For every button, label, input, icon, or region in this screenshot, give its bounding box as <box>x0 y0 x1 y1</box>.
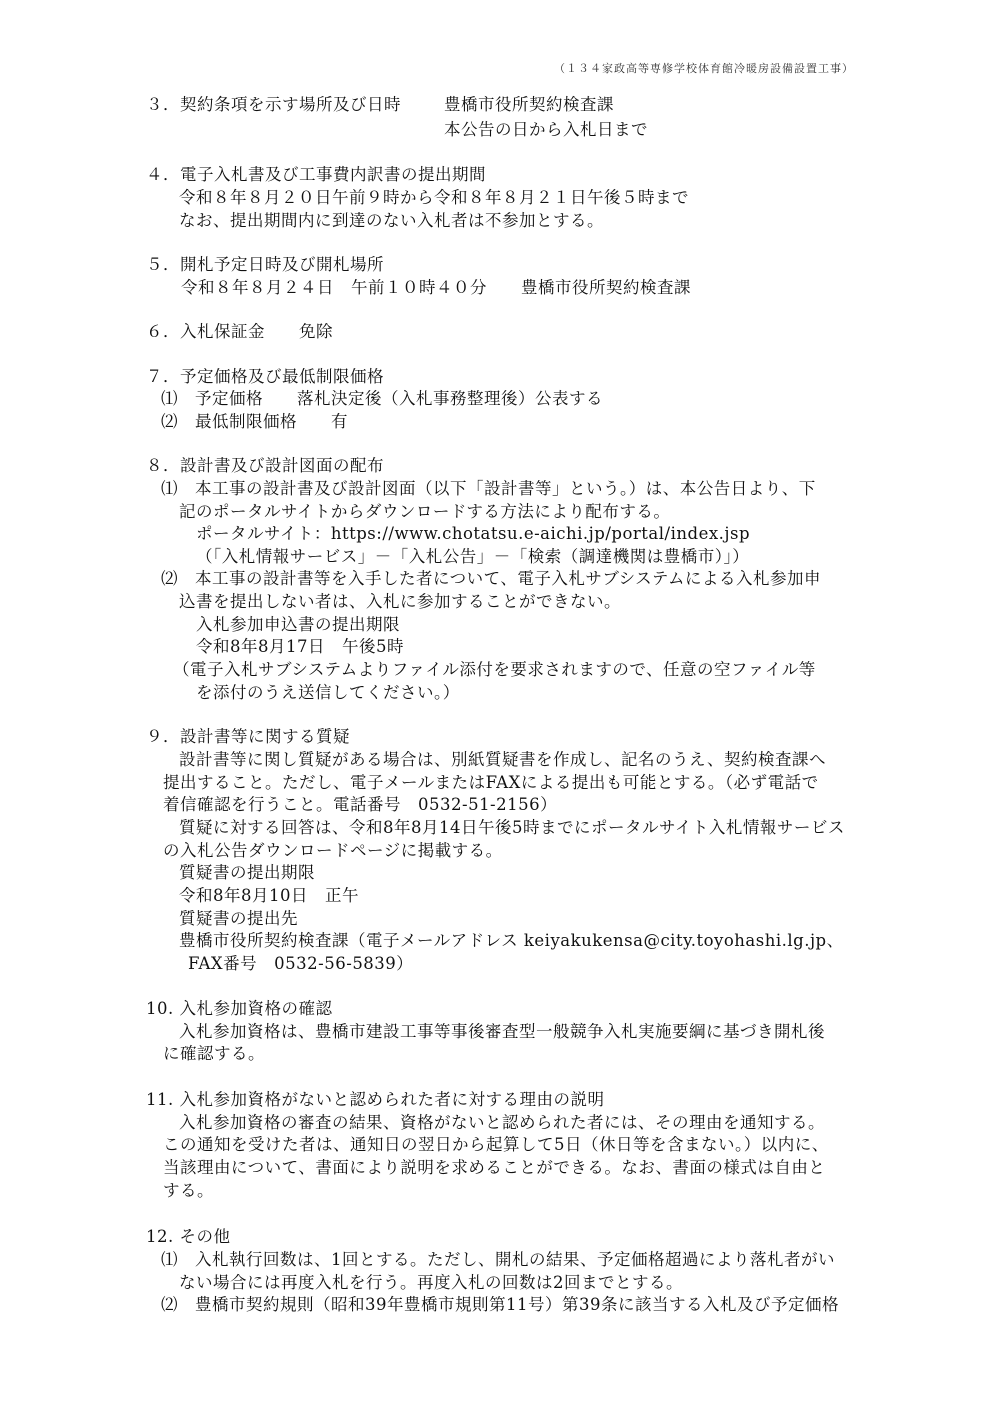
section-5-line: 令和８年８月２４日 午前１０時４０分 豊橋市役所契約検査課 <box>181 278 691 297</box>
section-8-line: 記のポータルサイトからダウンロードする方法により配布する。 <box>179 502 671 521</box>
section-4-line: 令和８年８月２０日午前９時から令和８年８月２１日午後５時まで <box>179 188 689 207</box>
section-4-line: なお、提出期間内に到達のない入札者は不参加とする。 <box>179 211 604 230</box>
section-4-heading: ４．電子入札書及び工事費内訳書の提出期間 <box>146 165 486 184</box>
section-8-line: ⑵ 本工事の設計書等を入手した者について、電子入札サブシステムによる入札参加申 <box>161 569 822 588</box>
section-8-deadline: 令和8年8月17日 午後5時 <box>196 637 404 656</box>
section-9-line: 提出すること。ただし、電子メールまたはFAXによる提出も可能とする。（必ず電話で <box>163 773 819 792</box>
section-9-line: 着信確認を行うこと。電話番号 0532-51-2156） <box>163 795 558 814</box>
section-9-contact: 豊橋市役所契約検査課（電子メールアドレス keiyakukensa@city.toyohashi.lg.jp、 <box>179 931 844 950</box>
section-7-item: ⑴ 予定価格 落札決定後（入札事務整理後）公表する <box>161 389 603 408</box>
section-8-line: ⑴ 本工事の設計書及び設計図面（以下「設計書等」という。）は、本公告日より、下 <box>161 479 816 498</box>
section-3-heading: ３．契約条項を示す場所及び日時 <box>146 95 401 114</box>
section-12-line: ⑵ 豊橋市契約規則（昭和39年豊橋市規則第11号）第39条に該当する入札及び予定価格 <box>161 1295 839 1314</box>
section-10-heading: 10. 入札参加資格の確認 <box>146 999 333 1018</box>
section-5-heading: ５．開札予定日時及び開札場所 <box>146 255 384 274</box>
project-title-note: （１３４家政高等専修学校体育館冷暖房設備設置工事） <box>554 62 854 75</box>
section-11-heading: 11. 入札参加資格がないと認められた者に対する理由の説明 <box>146 1090 605 1109</box>
section-8-line: 入札参加申込書の提出期限 <box>196 615 400 634</box>
section-9-heading: ９．設計書等に関する質疑 <box>146 727 350 746</box>
section-6-heading: ６．入札保証金 免除 <box>146 322 333 341</box>
section-3-place: 豊橋市役所契約検査課 <box>444 95 614 114</box>
section-11-line: する。 <box>163 1181 214 1200</box>
section-8-line: を添付のうえ送信してください。） <box>196 683 460 702</box>
section-8-line: （「入札情報サービス」－「入札公告」－「検索（調達機関は豊橋市）」） <box>196 547 750 566</box>
section-7-item: ⑵ 最低制限価格 有 <box>161 412 348 431</box>
section-9-line: 設計書等に関し質疑がある場合は、別紙質疑書を作成し、記名のうえ、契約検査課へ <box>179 750 826 769</box>
section-9-fax: FAX番号 0532-56-5839） <box>188 954 414 973</box>
portal-site-url: ポータルサイト：https://www.chotatsu.e-aichi.jp/portal/index.jsp <box>196 524 751 543</box>
section-9-deadline: 令和8年8月10日 正午 <box>179 886 359 905</box>
section-7-heading: ７．予定価格及び最低制限価格 <box>146 367 384 386</box>
section-12-line: ⑴ 入札執行回数は、1回とする。ただし、開札の結果、予定価格超過により落札者がい <box>161 1250 835 1269</box>
section-9-line: の入札公告ダウンロードページに掲載する。 <box>163 841 503 860</box>
section-8-heading: ８．設計書及び設計図面の配布 <box>146 456 384 475</box>
section-8-line: （電子入札サブシステムよりファイル添付を要求されますので、任意の空ファイル等 <box>173 660 816 679</box>
section-9-line: 質疑に対する回答は、令和8年8月14日午後5時までにポータルサイト入札情報サービス <box>179 818 845 837</box>
section-9-line: 質疑書の提出先 <box>179 909 298 928</box>
section-8-line: 込書を提出しない者は、入札に参加することができない。 <box>179 592 621 611</box>
section-11-line: 当該理由について、書面により説明を求めることができる。なお、書面の様式は自由と <box>163 1158 826 1177</box>
section-3-period: 本公告の日から入札日まで <box>444 120 648 139</box>
section-12-line: ない場合には再度入札を行う。再度入札の回数は2回までとする。 <box>179 1273 683 1292</box>
section-10-line: に確認する。 <box>163 1044 265 1063</box>
section-12-heading: 12. その他 <box>146 1227 231 1246</box>
section-10-line: 入札参加資格は、豊橋市建設工事等事後審査型一般競争入札実施要綱に基づき開札後 <box>179 1022 825 1041</box>
section-11-line: この通知を受けた者は、通知日の翌日から起算して5日（休日等を含まない。）以内に、 <box>163 1135 829 1154</box>
section-11-line: 入札参加資格の審査の結果、資格がないと認められた者には、その理由を通知する。 <box>179 1113 825 1132</box>
section-9-line: 質疑書の提出期限 <box>179 863 315 882</box>
